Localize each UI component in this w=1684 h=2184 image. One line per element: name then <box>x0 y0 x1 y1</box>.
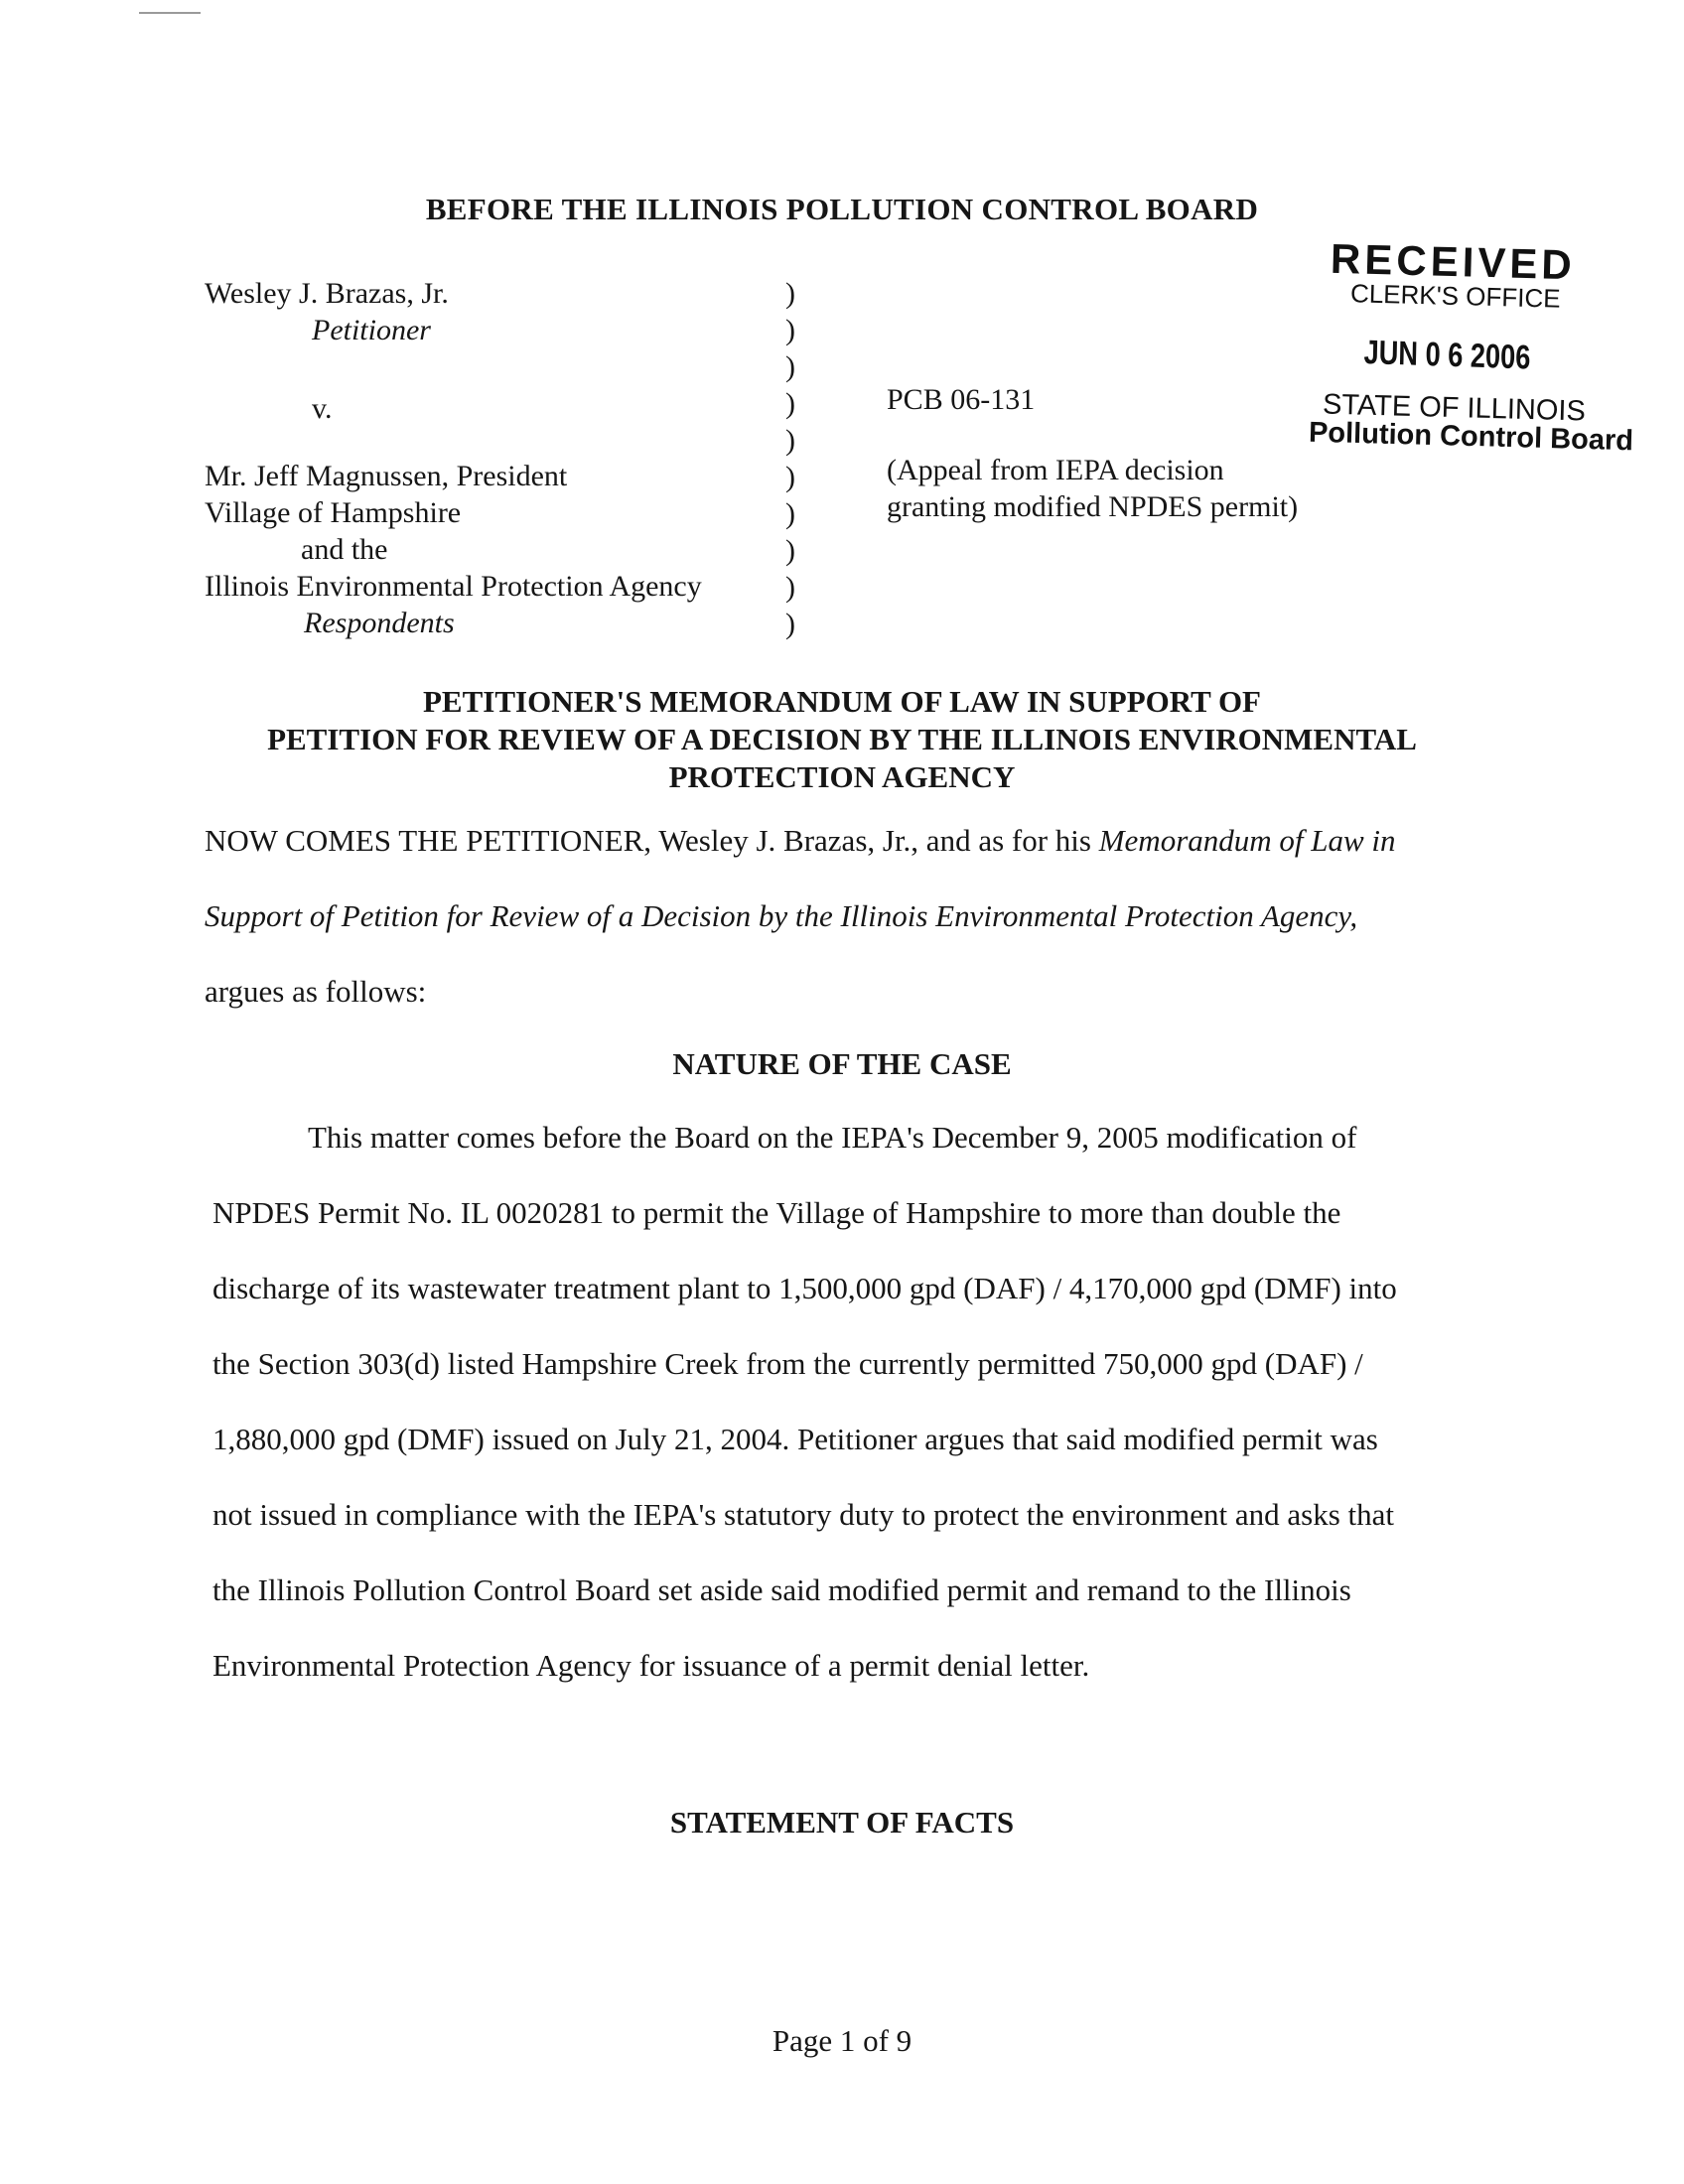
stamp-date: JUN 0 6 2006 <box>1363 334 1531 377</box>
nature-line-7: the Illinois Pollution Control Board set aside said modified permit and remand to the Illinois <box>212 1572 1351 1607</box>
memorandum-title-line-3: PROTECTION AGENCY <box>668 759 1016 794</box>
petitioner-name: Wesley J. Brazas, Jr. <box>205 277 449 310</box>
respondent-line-3: and the <box>301 533 388 566</box>
nature-line-4: the Section 303(d) listed Hampshire Creek from the currently permitted 750,000 gpd (DAF) / <box>212 1346 1363 1381</box>
caption-paren: ) <box>785 608 795 640</box>
petitioner-role: Petitioner <box>312 314 431 346</box>
clerks-office-stamp: CLERK'S OFFICE <box>1349 278 1561 314</box>
caption-paren: ) <box>785 497 795 530</box>
memorandum-title-line-2: PETITION FOR REVIEW OF A DECISION BY THE ILLINOIS ENVIRONMENTAL <box>267 722 1417 756</box>
intro-line-1-text: NOW COMES THE PETITIONER, Wesley J. Brazas, Jr., and as for his <box>205 823 1099 858</box>
caption-paren: ) <box>785 534 795 567</box>
memorandum-title-line-1: PETITIONER'S MEMORANDUM OF LAW IN SUPPORT OF <box>422 684 1261 719</box>
stamp-state: STATE OF ILLINOIS <box>1322 388 1587 428</box>
caption-paren: ) <box>785 350 795 383</box>
nature-line-6: not issued in compliance with the IEPA's statutory duty to protect the environment and asks that <box>212 1497 1394 1532</box>
nature-line-1: This matter comes before the Board on the IEPA's December 9, 2005 modification of <box>308 1120 1357 1155</box>
caption-paren: ) <box>785 387 795 420</box>
case-number: PCB 06-131 <box>887 383 1036 416</box>
versus-label: v. <box>312 392 333 425</box>
statement-of-facts-heading: STATEMENT OF FACTS <box>669 1805 1015 1840</box>
page-number: Page 1 of 9 <box>772 2023 912 2058</box>
caption-paren: ) <box>785 277 795 310</box>
intro-line-1 <box>205 823 1396 859</box>
appeal-line-2: granting modified NPDES permit) <box>887 490 1299 523</box>
caption-paren: ) <box>785 314 795 346</box>
respondent-line-1: Mr. Jeff Magnussen, President <box>205 460 568 492</box>
caption-paren: ) <box>785 424 795 457</box>
memorandum-title-reference: Memorandum of Law in <box>1098 823 1396 858</box>
respondent-line-2: Village of Hampshire <box>205 496 462 529</box>
intro-line-3: argues as follows: <box>205 974 427 1009</box>
caption-paren: ) <box>785 571 795 604</box>
intro-line-2: Support of Petition for Review of a Decision by the Illinois Environmental Protection Agency, <box>205 898 1358 933</box>
court-heading: BEFORE THE ILLINOIS POLLUTION CONTROL BOARD <box>425 192 1259 226</box>
nature-line-5: 1,880,000 gpd (DMF) issued on July 21, 2004. Petitioner argues that said modified permit was <box>212 1422 1378 1456</box>
nature-line-8: Environmental Protection Agency for issuance of a permit denial letter. <box>212 1648 1090 1683</box>
respondent-line-4: Illinois Environmental Protection Agency <box>205 570 702 603</box>
stamp-board: Pollution Control Board <box>1308 416 1634 458</box>
memorandum-title <box>0 683 1684 796</box>
nature-line-3: discharge of its wastewater treatment plant to 1,500,000 gpd (DAF) / 4,170,000 gpd (DMF) into <box>212 1271 1397 1305</box>
respondent-role: Respondents <box>304 607 455 639</box>
nature-line-2: NPDES Permit No. IL 0020281 to permit the Village of Hampshire to more than double the <box>212 1195 1341 1230</box>
received-stamp: RECEIVED <box>1330 234 1577 289</box>
caption-paren: ) <box>785 461 795 493</box>
nature-of-case-heading: NATURE OF THE CASE <box>672 1046 1012 1081</box>
appeal-line-1: (Appeal from IEPA decision <box>887 454 1224 486</box>
scan-mark <box>139 12 201 14</box>
